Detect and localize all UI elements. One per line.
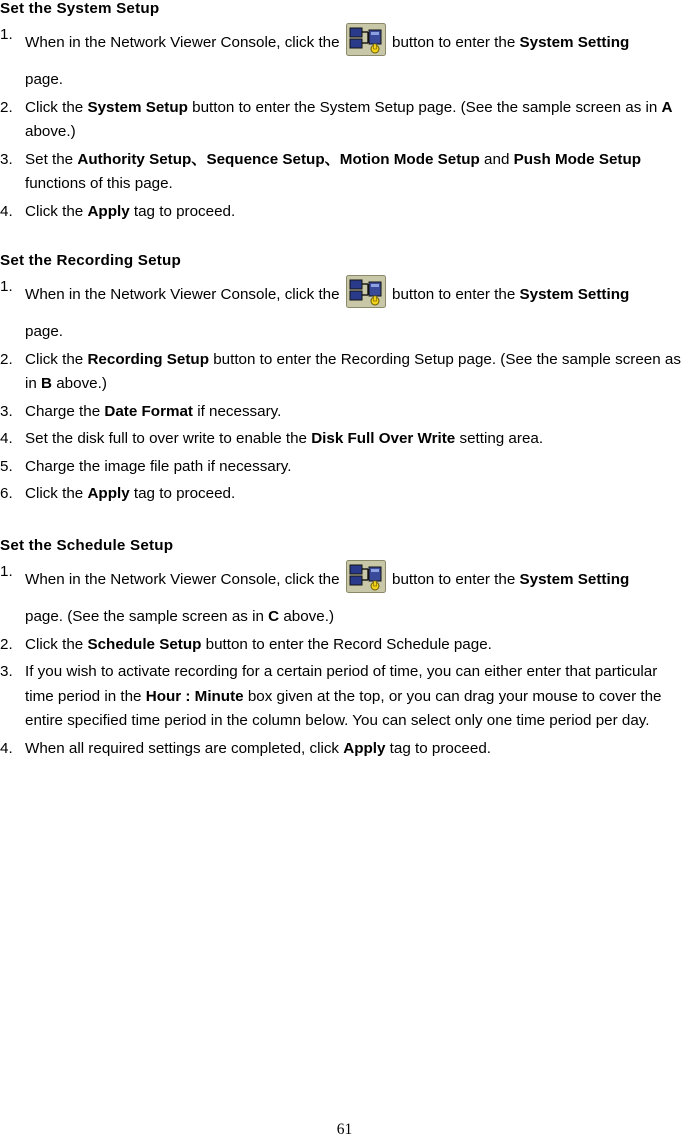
section-recording-setup	[0, 252, 689, 510]
step-text: tag to proceed.	[385, 739, 491, 757]
step-text: page.	[25, 71, 64, 88]
step-number: 3.	[0, 150, 13, 168]
step-text: box given at the top, or you can drag your mouse to cover the entire specified time period in the column below. You can select only one time period per day.	[25, 687, 662, 729]
step-text: above.)	[279, 608, 335, 625]
step-text: If you wish to activate recording for a certain period of time, you can either enter that particular time period in the	[25, 663, 658, 705]
step-number: 3.	[0, 402, 13, 420]
step-number: 1.	[0, 278, 13, 295]
step-item	[0, 560, 689, 630]
step-item	[0, 23, 689, 93]
step-item	[0, 275, 689, 345]
steps-list	[0, 275, 689, 507]
step-item	[0, 348, 689, 397]
step-text: above.)	[25, 123, 76, 140]
step-number: 2.	[0, 635, 13, 653]
emphasis-text: Date Format	[104, 402, 193, 420]
section-schedule-setup	[0, 537, 689, 764]
section-system-setup	[0, 0, 689, 227]
page-number: 61	[336, 1121, 353, 1138]
section-heading-system-setup: Set the System Setup	[0, 0, 160, 17]
system-setting-icon	[346, 23, 386, 56]
emphasis-text: Apply	[87, 485, 130, 502]
step-item	[0, 96, 689, 145]
step-text: When in the Network Viewer Console, click the	[25, 286, 344, 303]
emphasis-text: C	[268, 608, 280, 625]
step-text: Click the	[25, 98, 88, 116]
step-number: 1.	[0, 26, 13, 43]
emphasis-text: A	[661, 98, 673, 116]
emphasis-text: Apply	[87, 202, 130, 220]
step-text: Click the	[25, 202, 88, 220]
step-text: button to enter the	[387, 34, 520, 51]
step-item	[0, 455, 689, 480]
step-number: 4.	[0, 739, 13, 757]
step-text: button to enter the Recording Setup page. (See the sample screen as in	[25, 350, 681, 392]
emphasis-text: Hour : Minute	[145, 687, 244, 705]
step-item	[0, 400, 689, 425]
step-item	[0, 482, 689, 507]
emphasis-text: System Setup	[87, 98, 188, 116]
step-text: setting area.	[455, 430, 544, 447]
steps-list	[0, 560, 689, 761]
emphasis-text: Recording Setup	[87, 350, 209, 368]
step-text: Click the	[25, 350, 88, 368]
step-text: Set the disk full to over write to enable the	[25, 430, 312, 447]
emphasis-text: Push Mode Setup	[513, 150, 642, 168]
emphasis-text: System Setting	[519, 571, 630, 588]
step-number: 2.	[0, 98, 13, 116]
step-item	[0, 200, 689, 225]
emphasis-text: Disk Full Over Write	[311, 430, 456, 447]
system-setting-icon	[346, 275, 386, 308]
system-setting-icon	[346, 560, 386, 593]
emphasis-text: Schedule Setup	[87, 635, 202, 653]
step-item	[0, 660, 689, 734]
step-text: tag to proceed.	[129, 202, 236, 220]
step-text: When in the Network Viewer Console, click the	[25, 34, 344, 51]
step-text: When in the Network Viewer Console, click the	[25, 571, 344, 588]
emphasis-text: System Setting	[519, 34, 630, 51]
step-text: Set the	[25, 150, 78, 168]
emphasis-text: Authority Setup、Sequence Setup、Motion Mode Setup	[77, 150, 480, 168]
step-text: if necessary.	[193, 402, 282, 420]
step-text: functions of this page.	[25, 175, 173, 192]
step-text: Charge the image file path if necessary.	[25, 457, 292, 475]
step-text: button to enter the System Setup page. (See the sample screen as in	[187, 98, 662, 116]
step-number: 6.	[0, 485, 13, 502]
step-text: above.)	[52, 375, 107, 392]
step-text: tag to proceed.	[129, 485, 236, 502]
section-heading-recording-setup: Set the Recording Setup	[0, 252, 181, 269]
step-item	[0, 427, 689, 452]
step-item	[0, 737, 689, 762]
step-number: 1.	[0, 563, 13, 580]
emphasis-text: System Setting	[519, 286, 630, 303]
section-heading-schedule-setup: Set the Schedule Setup	[0, 537, 174, 554]
emphasis-text: Apply	[343, 739, 386, 757]
step-text: button to enter the	[387, 286, 520, 303]
step-number: 5.	[0, 457, 13, 475]
step-item	[0, 633, 689, 658]
step-text: Click the	[25, 485, 88, 502]
step-text: button to enter the Record Schedule page.	[201, 635, 492, 653]
step-text: Charge the	[25, 402, 105, 420]
step-number: 4.	[0, 430, 13, 447]
step-text: When all required settings are completed, click	[25, 739, 344, 757]
step-text: button to enter the	[387, 571, 520, 588]
step-text: page.	[25, 323, 64, 340]
emphasis-text: B	[41, 375, 53, 392]
step-number: 4.	[0, 202, 13, 220]
step-number: 2.	[0, 350, 13, 368]
step-text: page. (See the sample screen as in	[25, 608, 269, 625]
step-number: 3.	[0, 663, 13, 680]
step-text: and	[479, 150, 514, 168]
step-text: Click the	[25, 635, 88, 653]
step-item	[0, 148, 689, 197]
steps-list	[0, 23, 689, 224]
